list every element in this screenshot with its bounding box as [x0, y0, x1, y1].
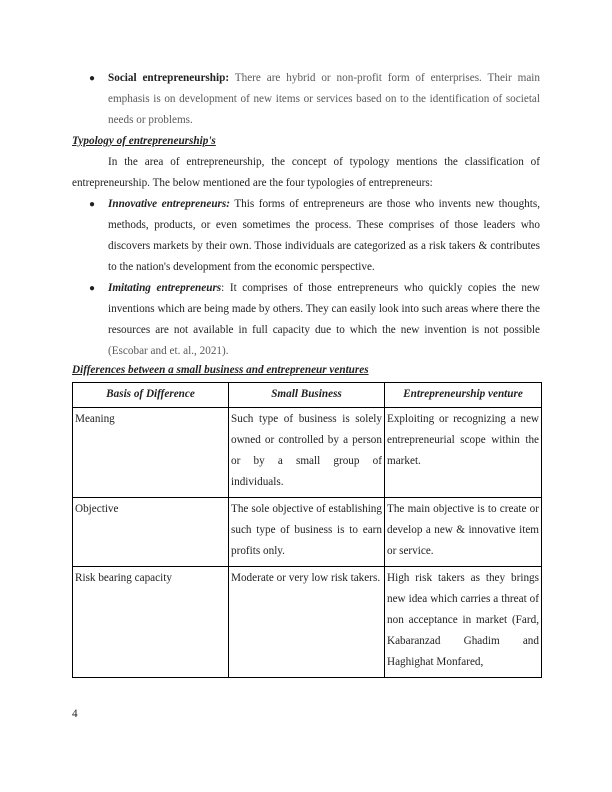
table-row: [73, 498, 542, 567]
header-entrepreneurship-venture: Entrepreneurship venture: [385, 383, 542, 408]
social-text: There are hybrid or non-profit form of enterprises. Their main emphasis is on development of new items or services based on to the identification of societal needs or problems.: [108, 72, 540, 126]
header-small-business: Small Business: [229, 383, 385, 408]
imitating-text: : It comprises of those entrepreneurs who quickly copies the new inventions which are being made by others. They can easily look into such areas where there the resources are not available in full capacity due to which the new invention is not possible: [108, 282, 541, 336]
table-row: [73, 408, 542, 498]
cell-basis: Meaning: [73, 408, 229, 498]
cell-venture: High risk takers as they brings new idea which carries a threat of non acceptance in market (Fard, Kabaranzad Ghadim and Haghighat Monfared,: [385, 567, 542, 678]
innovative-text: This forms of entrepreneurs are those who invents new thoughts, methods, products, or even sometimes the process. These comprises of those leaders who discovers markets by their own. Those individuals are categorized as a risk takers & contributes to the nation's development from the economic perspective.: [108, 198, 541, 273]
cell-basis: Objective: [73, 498, 229, 567]
cell-venture: The main objective is to create or develop a new & innovative item or service.: [385, 498, 542, 567]
differences-heading: Differences between a small business and entrepreneur ventures: [72, 364, 369, 376]
bullet-icon: ●: [89, 283, 96, 294]
cell-basis: Risk bearing capacity: [73, 567, 229, 678]
social-entrepreneurship-item: [108, 68, 540, 131]
table-row: [73, 567, 542, 678]
cell-small-business: The sole objective of establishing such type of business is to earn profits only.: [229, 498, 385, 567]
header-basis: Basis of Difference: [73, 383, 229, 408]
imitating-entrepreneurs-item: [108, 278, 540, 362]
imitating-term: Imitating entrepreneurs: [108, 282, 222, 294]
bullet-icon: ●: [89, 73, 96, 84]
cell-small-business: Moderate or very low risk takers.: [229, 567, 385, 678]
social-term: Social entrepreneurship:: [108, 72, 230, 84]
cell-venture: Exploiting or recognizing a new entrepreneurial scope within the market.: [385, 408, 542, 498]
imitating-citation: (Escobar and et. al., 2021).: [108, 345, 229, 357]
bullet-icon: ●: [89, 199, 96, 210]
table-header-row: [73, 383, 542, 408]
page-number: 4: [72, 708, 78, 720]
differences-table: [72, 382, 542, 678]
typology-intro: In the area of entrepreneurship, the concept of typology mentions the classification of entrepreneurship. The below mentioned are the four typologies of entrepreneurs:: [72, 156, 540, 189]
typology-heading: Typology of entrepreneurship's: [72, 135, 216, 147]
innovative-entrepreneurs-item: [108, 194, 540, 278]
cell-small-business: Such type of business is solely owned or controlled by a person or by a small group of individuals.: [229, 408, 385, 498]
innovative-term: Innovative entrepreneurs:: [108, 198, 230, 210]
